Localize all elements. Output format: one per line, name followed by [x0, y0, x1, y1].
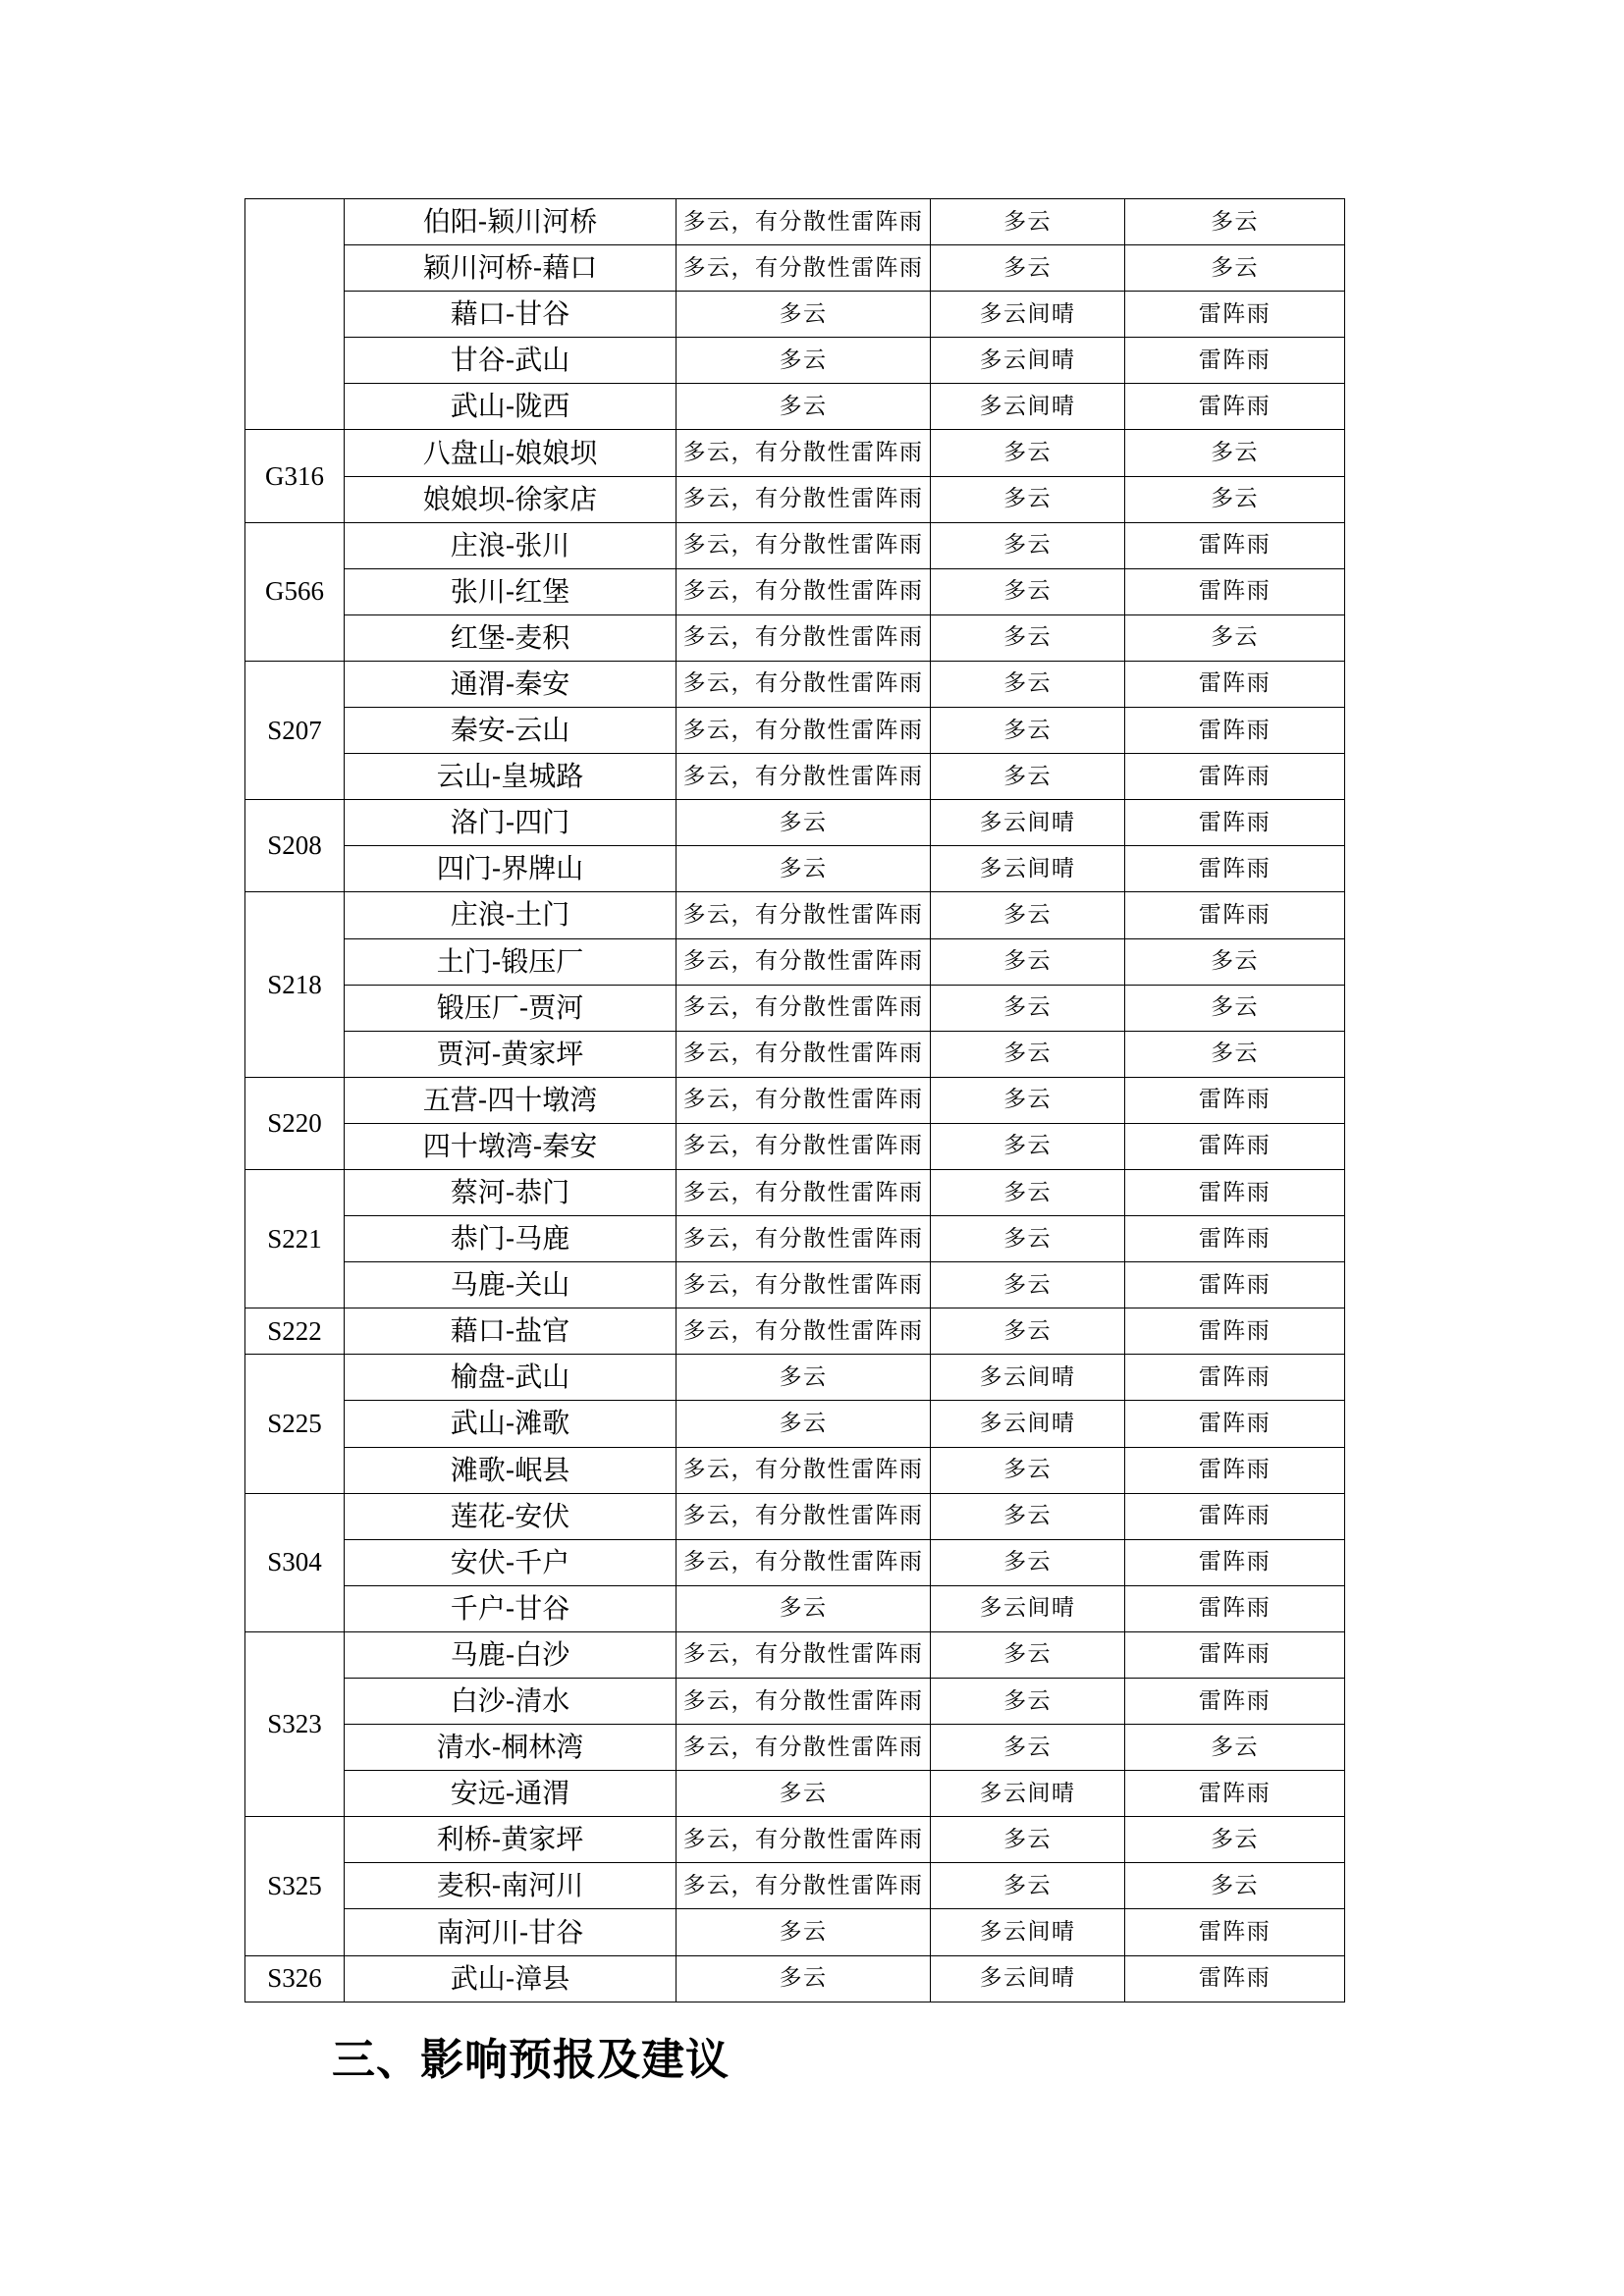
- weather-day3-cell: 雷阵雨: [1125, 292, 1345, 338]
- weather-day2-cell: 多云间晴: [931, 292, 1125, 338]
- weather-day3-cell: 雷阵雨: [1125, 1679, 1345, 1725]
- weather-day3-cell: 雷阵雨: [1125, 1631, 1345, 1678]
- weather-day2-cell: 多云: [931, 568, 1125, 614]
- segment-cell: 武山-漳县: [345, 1955, 677, 2002]
- segment-cell: 通渭-秦安: [345, 661, 677, 707]
- table-row: [245, 1169, 1345, 1215]
- weather-day1-cell: 多云: [677, 1401, 931, 1447]
- weather-day2-cell: 多云间晴: [931, 1909, 1125, 1955]
- table-row: [245, 846, 1345, 892]
- weather-day2-cell: 多云间晴: [931, 1771, 1125, 1817]
- road-code-cell: G566: [245, 522, 345, 661]
- segment-cell: 藉口-甘谷: [345, 292, 677, 338]
- weather-day1-cell: 多云，有分散性雷阵雨: [677, 199, 931, 245]
- table-row: [245, 985, 1345, 1031]
- weather-day1-cell: 多云，有分散性雷阵雨: [677, 1539, 931, 1585]
- segment-cell: 千户-甘谷: [345, 1585, 677, 1631]
- segment-cell: 八盘山-娘娘坝: [345, 430, 677, 476]
- weather-day3-cell: 雷阵雨: [1125, 1216, 1345, 1262]
- weather-day1-cell: 多云，有分散性雷阵雨: [677, 1447, 931, 1493]
- weather-day3-cell: 多云: [1125, 430, 1345, 476]
- weather-day2-cell: 多云: [931, 522, 1125, 568]
- segment-cell: 安远-通渭: [345, 1771, 677, 1817]
- weather-day3-cell: 雷阵雨: [1125, 568, 1345, 614]
- weather-day1-cell: 多云，有分散性雷阵雨: [677, 614, 931, 661]
- weather-day1-cell: 多云: [677, 1771, 931, 1817]
- weather-day1-cell: 多云，有分散性雷阵雨: [677, 1216, 931, 1262]
- weather-day1-cell: 多云，有分散性雷阵雨: [677, 1679, 931, 1725]
- table-row: [245, 1631, 1345, 1678]
- weather-day3-cell: 多云: [1125, 199, 1345, 245]
- segment-cell: 莲花-安伏: [345, 1493, 677, 1539]
- road-code-cell: G316: [245, 430, 345, 522]
- table-row: [245, 1262, 1345, 1308]
- weather-day2-cell: 多云间晴: [931, 1401, 1125, 1447]
- weather-day1-cell: 多云，有分散性雷阵雨: [677, 1725, 931, 1771]
- segment-cell: 利桥-黄家坪: [345, 1817, 677, 1863]
- table-row: [245, 661, 1345, 707]
- weather-day3-cell: 多云: [1125, 245, 1345, 292]
- weather-day1-cell: 多云，有分散性雷阵雨: [677, 661, 931, 707]
- segment-cell: 红堡-麦积: [345, 614, 677, 661]
- weather-day3-cell: 雷阵雨: [1125, 846, 1345, 892]
- weather-day2-cell: 多云: [931, 661, 1125, 707]
- road-code-cell: S222: [245, 1308, 345, 1355]
- weather-day3-cell: 雷阵雨: [1125, 1401, 1345, 1447]
- weather-day2-cell: 多云: [931, 430, 1125, 476]
- weather-day2-cell: 多云: [931, 892, 1125, 938]
- segment-cell: 四十墩湾-秦安: [345, 1123, 677, 1169]
- section-heading: 三、影响预报及建议: [332, 2035, 730, 2085]
- segment-cell: 榆盘-武山: [345, 1355, 677, 1401]
- weather-day1-cell: 多云，有分散性雷阵雨: [677, 938, 931, 985]
- segment-cell: 武山-滩歌: [345, 1401, 677, 1447]
- road-code-cell: S304: [245, 1493, 345, 1631]
- table-row: [245, 1817, 1345, 1863]
- weather-day2-cell: 多云间晴: [931, 384, 1125, 430]
- table-row: [245, 1863, 1345, 1909]
- segment-cell: 土门-锻压厂: [345, 938, 677, 985]
- weather-day2-cell: 多云: [931, 1863, 1125, 1909]
- table-row: [245, 1955, 1345, 2002]
- table-row: [245, 568, 1345, 614]
- weather-day1-cell: 多云，有分散性雷阵雨: [677, 892, 931, 938]
- road-code-cell: S208: [245, 800, 345, 892]
- table-row: [245, 1077, 1345, 1123]
- weather-day2-cell: 多云: [931, 1262, 1125, 1308]
- segment-cell: 白沙-清水: [345, 1679, 677, 1725]
- weather-day2-cell: 多云: [931, 1169, 1125, 1215]
- weather-day1-cell: 多云，有分散性雷阵雨: [677, 1631, 931, 1678]
- segment-cell: 四门-界牌山: [345, 846, 677, 892]
- weather-day2-cell: 多云: [931, 1817, 1125, 1863]
- table-row: [245, 800, 1345, 846]
- segment-cell: 五营-四十墩湾: [345, 1077, 677, 1123]
- weather-day1-cell: 多云，有分散性雷阵雨: [677, 1123, 931, 1169]
- road-code-cell: S220: [245, 1077, 345, 1169]
- weather-day2-cell: 多云: [931, 1308, 1125, 1355]
- table-row: [245, 338, 1345, 384]
- weather-day3-cell: 雷阵雨: [1125, 661, 1345, 707]
- weather-day2-cell: 多云间晴: [931, 800, 1125, 846]
- weather-day1-cell: 多云，有分散性雷阵雨: [677, 1262, 931, 1308]
- weather-day3-cell: 雷阵雨: [1125, 1308, 1345, 1355]
- segment-cell: 南河川-甘谷: [345, 1909, 677, 1955]
- segment-cell: 滩歌-岷县: [345, 1447, 677, 1493]
- table-row: [245, 1771, 1345, 1817]
- weather-day3-cell: 多云: [1125, 476, 1345, 522]
- weather-day3-cell: 多云: [1125, 1031, 1345, 1077]
- table-row: [245, 384, 1345, 430]
- weather-day1-cell: 多云，有分散性雷阵雨: [677, 476, 931, 522]
- weather-day2-cell: 多云: [931, 1679, 1125, 1725]
- segment-cell: 秦安-云山: [345, 708, 677, 754]
- weather-day3-cell: 雷阵雨: [1125, 1077, 1345, 1123]
- segment-cell: 马鹿-白沙: [345, 1631, 677, 1678]
- weather-day3-cell: 多云: [1125, 938, 1345, 985]
- table-row: [245, 1031, 1345, 1077]
- road-code-cell: S225: [245, 1355, 345, 1493]
- weather-day1-cell: 多云，有分散性雷阵雨: [677, 708, 931, 754]
- table-row: [245, 1493, 1345, 1539]
- weather-day2-cell: 多云: [931, 754, 1125, 800]
- table-row: [245, 476, 1345, 522]
- weather-day3-cell: 雷阵雨: [1125, 708, 1345, 754]
- weather-day1-cell: 多云，有分散性雷阵雨: [677, 522, 931, 568]
- road-code-cell: S325: [245, 1817, 345, 1955]
- weather-day3-cell: 多云: [1125, 985, 1345, 1031]
- weather-day3-cell: 多云: [1125, 1817, 1345, 1863]
- road-code-cell: S326: [245, 1955, 345, 2002]
- table-row: [245, 614, 1345, 661]
- weather-day3-cell: 雷阵雨: [1125, 1771, 1345, 1817]
- road-code-cell: S221: [245, 1169, 345, 1308]
- weather-day1-cell: 多云: [677, 846, 931, 892]
- weather-day1-cell: 多云: [677, 292, 931, 338]
- weather-day2-cell: 多云: [931, 199, 1125, 245]
- table-row: [245, 1909, 1345, 1955]
- segment-cell: 藉口-盐官: [345, 1308, 677, 1355]
- road-code-cell: S218: [245, 892, 345, 1077]
- weather-day3-cell: 雷阵雨: [1125, 1262, 1345, 1308]
- weather-day2-cell: 多云: [931, 1447, 1125, 1493]
- weather-day1-cell: 多云，有分散性雷阵雨: [677, 754, 931, 800]
- weather-day3-cell: 雷阵雨: [1125, 1585, 1345, 1631]
- segment-cell: 蔡河-恭门: [345, 1169, 677, 1215]
- table-row: [245, 430, 1345, 476]
- weather-day1-cell: 多云，有分散性雷阵雨: [677, 1493, 931, 1539]
- weather-day3-cell: 雷阵雨: [1125, 1169, 1345, 1215]
- table-row: [245, 522, 1345, 568]
- weather-day1-cell: 多云: [677, 1585, 931, 1631]
- weather-day1-cell: 多云，有分散性雷阵雨: [677, 1077, 931, 1123]
- weather-day3-cell: 雷阵雨: [1125, 522, 1345, 568]
- segment-cell: 庄浪-土门: [345, 892, 677, 938]
- weather-day1-cell: 多云: [677, 1955, 931, 2002]
- table-row: [245, 292, 1345, 338]
- weather-day2-cell: 多云: [931, 1539, 1125, 1585]
- table-row: [245, 1585, 1345, 1631]
- weather-day2-cell: 多云: [931, 1216, 1125, 1262]
- table-row: [245, 1679, 1345, 1725]
- weather-day1-cell: 多云，有分散性雷阵雨: [677, 985, 931, 1031]
- weather-day2-cell: 多云: [931, 1725, 1125, 1771]
- segment-cell: 颖川河桥-藉口: [345, 245, 677, 292]
- weather-day3-cell: 雷阵雨: [1125, 754, 1345, 800]
- table-row: [245, 1355, 1345, 1401]
- weather-day1-cell: 多云，有分散性雷阵雨: [677, 1169, 931, 1215]
- segment-cell: 娘娘坝-徐家店: [345, 476, 677, 522]
- segment-cell: 麦积-南河川: [345, 1863, 677, 1909]
- table-row: [245, 892, 1345, 938]
- weather-day3-cell: 雷阵雨: [1125, 1539, 1345, 1585]
- weather-day3-cell: 雷阵雨: [1125, 338, 1345, 384]
- weather-day1-cell: 多云，有分散性雷阵雨: [677, 1817, 931, 1863]
- weather-day1-cell: 多云: [677, 1909, 931, 1955]
- table-row: [245, 1123, 1345, 1169]
- table-row: [245, 199, 1345, 245]
- table-row: [245, 1447, 1345, 1493]
- weather-day1-cell: 多云: [677, 1355, 931, 1401]
- weather-day2-cell: 多云: [931, 708, 1125, 754]
- weather-day2-cell: 多云: [931, 245, 1125, 292]
- segment-cell: 甘谷-武山: [345, 338, 677, 384]
- segment-cell: 清水-桐林湾: [345, 1725, 677, 1771]
- weather-day2-cell: 多云: [931, 1031, 1125, 1077]
- weather-day2-cell: 多云: [931, 985, 1125, 1031]
- table-row: [245, 1216, 1345, 1262]
- segment-cell: 马鹿-关山: [345, 1262, 677, 1308]
- segment-cell: 恭门-马鹿: [345, 1216, 677, 1262]
- weather-day2-cell: 多云间晴: [931, 846, 1125, 892]
- weather-day3-cell: 雷阵雨: [1125, 1447, 1345, 1493]
- table-row: [245, 1308, 1345, 1355]
- table-row: [245, 938, 1345, 985]
- road-code-cell: S207: [245, 661, 345, 799]
- segment-cell: 武山-陇西: [345, 384, 677, 430]
- segment-cell: 庄浪-张川: [345, 522, 677, 568]
- weather-day3-cell: 雷阵雨: [1125, 892, 1345, 938]
- weather-day1-cell: 多云，有分散性雷阵雨: [677, 1308, 931, 1355]
- weather-day2-cell: 多云: [931, 1123, 1125, 1169]
- road-weather-table: [244, 198, 1345, 2002]
- road-weather-table-body: [245, 199, 1345, 2002]
- road-code-cell: S323: [245, 1631, 345, 1816]
- weather-day2-cell: 多云: [931, 476, 1125, 522]
- weather-day1-cell: 多云: [677, 384, 931, 430]
- segment-cell: 洛门-四门: [345, 800, 677, 846]
- weather-day1-cell: 多云，有分散性雷阵雨: [677, 1863, 931, 1909]
- table-row: [245, 1539, 1345, 1585]
- weather-day2-cell: 多云间晴: [931, 1585, 1125, 1631]
- weather-day1-cell: 多云，有分散性雷阵雨: [677, 430, 931, 476]
- segment-cell: 贾河-黄家坪: [345, 1031, 677, 1077]
- weather-day3-cell: 雷阵雨: [1125, 1355, 1345, 1401]
- weather-day1-cell: 多云: [677, 338, 931, 384]
- weather-day2-cell: 多云: [931, 1077, 1125, 1123]
- table-row: [245, 1725, 1345, 1771]
- weather-day2-cell: 多云间晴: [931, 338, 1125, 384]
- weather-day3-cell: 雷阵雨: [1125, 1493, 1345, 1539]
- weather-day3-cell: 雷阵雨: [1125, 1955, 1345, 2002]
- weather-day2-cell: 多云间晴: [931, 1355, 1125, 1401]
- weather-day1-cell: 多云，有分散性雷阵雨: [677, 1031, 931, 1077]
- weather-day3-cell: 多云: [1125, 614, 1345, 661]
- table-row: [245, 1401, 1345, 1447]
- table-row: [245, 708, 1345, 754]
- segment-cell: 锻压厂-贾河: [345, 985, 677, 1031]
- weather-day1-cell: 多云，有分散性雷阵雨: [677, 245, 931, 292]
- weather-day1-cell: 多云，有分散性雷阵雨: [677, 568, 931, 614]
- weather-day1-cell: 多云: [677, 800, 931, 846]
- weather-day3-cell: 多云: [1125, 1725, 1345, 1771]
- weather-day2-cell: 多云: [931, 1493, 1125, 1539]
- weather-day3-cell: 雷阵雨: [1125, 800, 1345, 846]
- segment-cell: 安伏-千户: [345, 1539, 677, 1585]
- segment-cell: 云山-皇城路: [345, 754, 677, 800]
- segment-cell: 张川-红堡: [345, 568, 677, 614]
- weather-day3-cell: 雷阵雨: [1125, 384, 1345, 430]
- weather-day2-cell: 多云: [931, 938, 1125, 985]
- weather-day2-cell: 多云间晴: [931, 1955, 1125, 2002]
- weather-day2-cell: 多云: [931, 614, 1125, 661]
- table-row: [245, 754, 1345, 800]
- weather-day3-cell: 雷阵雨: [1125, 1123, 1345, 1169]
- weather-day3-cell: 多云: [1125, 1863, 1345, 1909]
- segment-cell: 伯阳-颖川河桥: [345, 199, 677, 245]
- weather-day2-cell: 多云: [931, 1631, 1125, 1678]
- weather-day3-cell: 雷阵雨: [1125, 1909, 1345, 1955]
- road-code-cell: [245, 199, 345, 430]
- table-row: [245, 245, 1345, 292]
